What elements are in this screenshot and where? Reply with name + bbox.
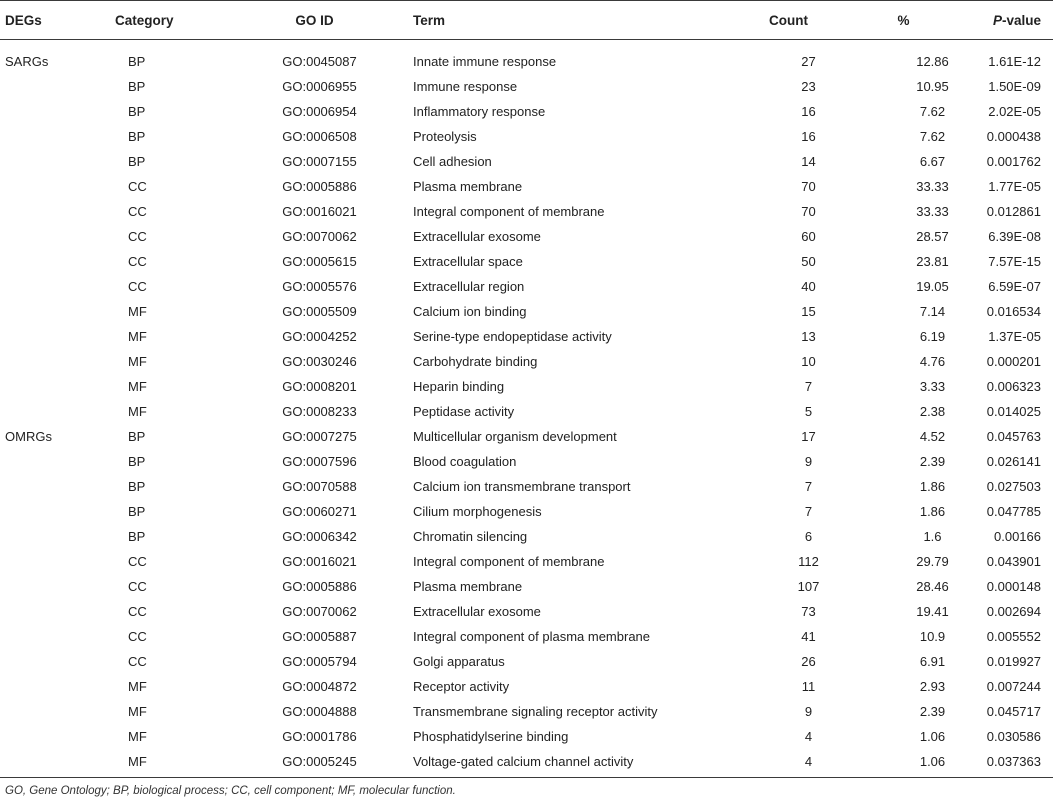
cell-count: 73 (801, 604, 816, 619)
header-pvalue-italic: P (992, 12, 1002, 28)
cell-pvalue: 0.047785 (986, 504, 1041, 519)
cell-deg (0, 224, 115, 249)
cell-deg (0, 549, 115, 574)
table-row (0, 649, 1053, 674)
cell-go-id: GO:0004888 (282, 704, 357, 719)
cell-percent: 1.06 (919, 729, 946, 744)
cell-percent: 6.19 (919, 329, 946, 344)
cell-percent: 29.79 (916, 554, 949, 569)
cell-go-id: GO:0016021 (282, 204, 357, 219)
cell-deg (0, 124, 115, 149)
cell-deg (0, 449, 115, 474)
table-row (0, 374, 1053, 399)
table-body (0, 40, 1053, 778)
cell-percent: 2.38 (919, 404, 946, 419)
cell-deg (0, 574, 115, 599)
cell-pvalue: 0.043901 (986, 554, 1041, 569)
cell-term: Innate immune response (413, 54, 557, 69)
cell-term: Integral component of plasma membrane (413, 629, 651, 644)
table-row (0, 574, 1053, 599)
cell-percent: 7.62 (919, 104, 946, 119)
table-row (0, 599, 1053, 624)
cell-pvalue: 0.012861 (986, 204, 1041, 219)
cell-category: CC (128, 604, 147, 619)
cell-term: Heparin binding (413, 379, 505, 394)
cell-go-id: GO:0005887 (282, 629, 357, 644)
cell-percent: 10.9 (919, 629, 946, 644)
cell-count: 6 (804, 529, 813, 544)
cell-deg (0, 599, 115, 624)
cell-term: Calcium ion binding (413, 304, 527, 319)
cell-go-id: GO:0005615 (282, 254, 357, 269)
cell-count: 23 (801, 79, 816, 94)
cell-deg (0, 499, 115, 524)
cell-percent: 1.6 (923, 529, 942, 544)
table-row (0, 224, 1053, 249)
cell-pvalue: 0.045763 (986, 429, 1041, 444)
cell-go-id: GO:0070588 (282, 479, 357, 494)
cell-term: Immune response (413, 79, 518, 94)
table-row (0, 124, 1053, 149)
cell-count: 14 (801, 154, 816, 169)
cell-deg (0, 399, 115, 424)
header-percent: % (849, 1, 958, 40)
cell-term: Receptor activity (413, 679, 510, 694)
cell-term: Calcium ion transmembrane transport (413, 479, 631, 494)
cell-term: Golgi apparatus (413, 654, 505, 669)
cell-deg (0, 724, 115, 749)
cell-deg (0, 299, 115, 324)
table-row (0, 399, 1053, 424)
table-row (0, 199, 1053, 224)
cell-go-id: GO:0016021 (282, 554, 357, 569)
cell-count: 9 (804, 454, 813, 469)
cell-go-id: GO:0004872 (282, 679, 357, 694)
cell-count: 7 (804, 479, 813, 494)
cell-pvalue: 0.001762 (986, 154, 1041, 169)
header-degs: DEGs (0, 1, 115, 40)
cell-pvalue: 6.39E-08 (988, 229, 1041, 244)
cell-go-id: GO:0006342 (282, 529, 357, 544)
cell-percent: 19.41 (916, 604, 949, 619)
header-pvalue (958, 1, 1053, 40)
cell-pvalue: 0.030586 (986, 729, 1041, 744)
cell-deg (0, 649, 115, 674)
cell-count: 7 (804, 504, 813, 519)
cell-go-id: GO:0008201 (282, 379, 357, 394)
cell-category: BP (128, 454, 146, 469)
cell-category: CC (128, 579, 147, 594)
cell-term: Extracellular region (413, 279, 525, 294)
cell-category: BP (128, 479, 146, 494)
cell-count: 60 (801, 229, 816, 244)
cell-percent: 2.39 (919, 704, 946, 719)
cell-pvalue: 0.000201 (986, 354, 1041, 369)
cell-go-id: GO:0006955 (282, 79, 357, 94)
table-row (0, 149, 1053, 174)
cell-pvalue: 2.02E-05 (988, 104, 1041, 119)
cell-count: 17 (801, 429, 816, 444)
cell-go-id: GO:0005886 (282, 579, 357, 594)
cell-count: 4 (804, 729, 813, 744)
table-row (0, 624, 1053, 649)
cell-percent: 6.91 (919, 654, 946, 669)
cell-term: Transmembrane signaling receptor activity (413, 704, 658, 719)
cell-category: CC (128, 179, 147, 194)
cell-deg (0, 624, 115, 649)
cell-percent: 28.46 (916, 579, 949, 594)
cell-count: 7 (804, 379, 813, 394)
cell-category: CC (128, 229, 147, 244)
cell-term: Chromatin silencing (413, 529, 528, 544)
cell-count: 16 (801, 129, 816, 144)
cell-percent: 23.81 (916, 254, 949, 269)
cell-go-id: GO:0007596 (282, 454, 357, 469)
cell-count: 10 (801, 354, 816, 369)
cell-pvalue: 1.50E-09 (988, 79, 1041, 94)
cell-term: Voltage-gated calcium channel activity (392, 749, 728, 778)
cell-count: 11 (801, 679, 816, 694)
cell-term: Phosphatidylserine binding (413, 729, 569, 744)
cell-term: Integral component of membrane (413, 554, 605, 569)
cell-count: 4 (728, 749, 849, 778)
cell-count: 9 (804, 704, 813, 719)
cell-go-id: GO:0005794 (282, 654, 357, 669)
cell-deg (0, 474, 115, 499)
cell-pvalue: 0.002694 (986, 604, 1041, 619)
cell-pvalue: 0.019927 (986, 654, 1041, 669)
cell-deg (0, 374, 115, 399)
table-row (0, 724, 1053, 749)
header-row (0, 1, 1053, 40)
cell-count: 13 (801, 329, 816, 344)
cell-term: Integral component of membrane (413, 204, 605, 219)
cell-count: 27 (801, 54, 816, 69)
table-row (0, 449, 1053, 474)
cell-deg (0, 324, 115, 349)
cell-percent: 19.05 (916, 279, 949, 294)
cell-pvalue: 0.027503 (986, 479, 1041, 494)
cell-category: BP (128, 529, 146, 544)
cell-category: MF (128, 729, 147, 744)
cell-go-id: GO:0030246 (282, 354, 357, 369)
cell-deg (0, 274, 115, 299)
cell-pvalue: 0.045717 (986, 704, 1041, 719)
cell-count: 70 (801, 179, 816, 194)
cell-pvalue: 7.57E-15 (988, 254, 1041, 269)
cell-category: MF (128, 679, 147, 694)
cell-pvalue: 0.037363 (958, 749, 1053, 778)
cell-deg (0, 199, 115, 224)
cell-term: Proteolysis (413, 129, 477, 144)
cell-pvalue: 1.37E-05 (988, 329, 1041, 344)
cell-term: Extracellular space (413, 254, 523, 269)
cell-category: CC (128, 554, 147, 569)
cell-term: Serine-type endopeptidase activity (413, 329, 612, 344)
cell-deg (0, 524, 115, 549)
cell-pvalue: 0.016534 (986, 304, 1041, 319)
cell-go-id: GO:0005576 (282, 279, 357, 294)
cell-go-id: GO:0005509 (282, 304, 357, 319)
cell-category: MF (128, 704, 147, 719)
cell-category: MF (128, 354, 147, 369)
table-row (0, 699, 1053, 724)
cell-term: Cell adhesion (413, 154, 492, 169)
cell-go-id: GO:0005245 (237, 749, 392, 778)
cell-term: Multicellular organism development (413, 429, 617, 444)
table-row (0, 99, 1053, 124)
cell-count: 50 (801, 254, 816, 269)
table-row (0, 324, 1053, 349)
cell-deg (0, 674, 115, 699)
cell-category: BP (128, 54, 146, 69)
cell-term: Extracellular exosome (413, 229, 541, 244)
cell-go-id: GO:0007275 (282, 429, 357, 444)
cell-term: Extracellular exosome (413, 604, 541, 619)
cell-term: Peptidase activity (413, 404, 515, 419)
cell-percent: 1.86 (919, 504, 946, 519)
cell-category: MF (128, 329, 147, 344)
cell-percent: 1.06 (849, 749, 958, 778)
cell-term: Plasma membrane (413, 179, 523, 194)
cell-category: CC (128, 204, 147, 219)
header-term: Term (392, 1, 728, 40)
cell-count: 70 (801, 204, 816, 219)
cell-pvalue: 0.005552 (986, 629, 1041, 644)
cell-go-id: GO:0005886 (282, 179, 357, 194)
cell-category: CC (128, 279, 147, 294)
cell-deg (0, 749, 115, 778)
cell-pvalue: 1.61E-12 (988, 54, 1041, 69)
cell-pvalue: 0.014025 (986, 404, 1041, 419)
table-row (0, 40, 1053, 75)
header-go-id: GO ID (237, 1, 392, 40)
cell-percent: 33.33 (916, 179, 949, 194)
cell-count: 41 (801, 629, 816, 644)
cell-go-id: GO:0004252 (282, 329, 357, 344)
table-row (0, 299, 1053, 324)
header-pvalue-suffix: -value (1001, 12, 1041, 28)
cell-deg (0, 74, 115, 99)
cell-percent: 33.33 (916, 204, 949, 219)
cell-deg (0, 149, 115, 174)
table-row (0, 749, 1053, 778)
cell-category: BP (128, 154, 146, 169)
table-row (0, 674, 1053, 699)
cell-deg: OMRGs (5, 429, 52, 444)
cell-category: MF (128, 304, 147, 319)
cell-deg: SARGs (5, 54, 49, 69)
cell-pvalue: 0.000438 (986, 129, 1041, 144)
cell-category: BP (128, 429, 146, 444)
cell-go-id: GO:0007155 (282, 154, 357, 169)
cell-percent: 4.52 (919, 429, 946, 444)
cell-percent: 3.33 (919, 379, 946, 394)
cell-count: 107 (797, 579, 820, 594)
cell-deg (0, 249, 115, 274)
cell-percent: 10.95 (916, 79, 949, 94)
cell-percent: 2.93 (919, 679, 946, 694)
cell-percent: 7.14 (919, 304, 946, 319)
cell-pvalue: 0.007244 (986, 679, 1041, 694)
cell-go-id: GO:0070062 (282, 604, 357, 619)
table-row (0, 474, 1053, 499)
cell-category: CC (128, 254, 147, 269)
cell-deg (0, 99, 115, 124)
table-row (0, 74, 1053, 99)
cell-percent: 7.62 (919, 129, 946, 144)
cell-category: CC (128, 654, 147, 669)
cell-category: BP (128, 79, 146, 94)
table-header (0, 1, 1053, 40)
cell-pvalue: 6.59E-07 (988, 279, 1041, 294)
cell-go-id: GO:0070062 (282, 229, 357, 244)
cell-category: MF (128, 379, 147, 394)
table-row (0, 424, 1053, 449)
header-category: Category (115, 1, 237, 40)
cell-category: BP (128, 104, 146, 119)
cell-pvalue: 1.77E-05 (988, 179, 1041, 194)
cell-go-id: GO:0001786 (282, 729, 357, 744)
cell-go-id: GO:0060271 (282, 504, 357, 519)
cell-count: 112 (798, 554, 819, 569)
cell-go-id: GO:0006508 (282, 129, 357, 144)
cell-percent: 6.67 (919, 154, 946, 169)
cell-deg (0, 174, 115, 199)
table-row (0, 524, 1053, 549)
cell-term: Inflammatory response (413, 104, 546, 119)
cell-count: 40 (801, 279, 816, 294)
cell-go-id: GO:0008233 (282, 404, 357, 419)
cell-percent: 2.39 (919, 454, 946, 469)
cell-term: Carbohydrate binding (413, 354, 538, 369)
cell-pvalue: 0.026141 (986, 454, 1041, 469)
cell-go-id: GO:0045087 (282, 54, 357, 69)
cell-go-id: GO:0006954 (282, 104, 357, 119)
table-row (0, 274, 1053, 299)
cell-pvalue: 0.00166 (994, 529, 1041, 544)
cell-count: 26 (801, 654, 816, 669)
cell-category: MF (115, 749, 237, 778)
cell-term: Blood coagulation (413, 454, 517, 469)
table-row (0, 174, 1053, 199)
cell-category: MF (128, 404, 147, 419)
cell-category: BP (128, 504, 146, 519)
table-row (0, 549, 1053, 574)
cell-pvalue: 0.000148 (986, 579, 1041, 594)
cell-percent: 28.57 (916, 229, 949, 244)
table-row (0, 249, 1053, 274)
cell-term: Cilium morphogenesis (413, 504, 542, 519)
cell-term: Plasma membrane (413, 579, 523, 594)
cell-count: 5 (804, 404, 813, 419)
cell-deg (0, 699, 115, 724)
header-count: Count (728, 1, 849, 40)
cell-percent: 12.86 (916, 54, 949, 69)
cell-count: 16 (801, 104, 816, 119)
table-footnote: GO, Gene Ontology; BP, biological process; CC, cell component; MF, molecular function. (5, 785, 456, 797)
table-row (0, 499, 1053, 524)
cell-percent: 4.76 (919, 354, 946, 369)
cell-deg (0, 349, 115, 374)
cell-pvalue: 0.006323 (986, 379, 1041, 394)
cell-category: CC (128, 629, 147, 644)
table-row (0, 349, 1053, 374)
cell-count: 15 (801, 304, 816, 319)
cell-category: BP (128, 129, 146, 144)
cell-percent: 1.86 (919, 479, 946, 494)
